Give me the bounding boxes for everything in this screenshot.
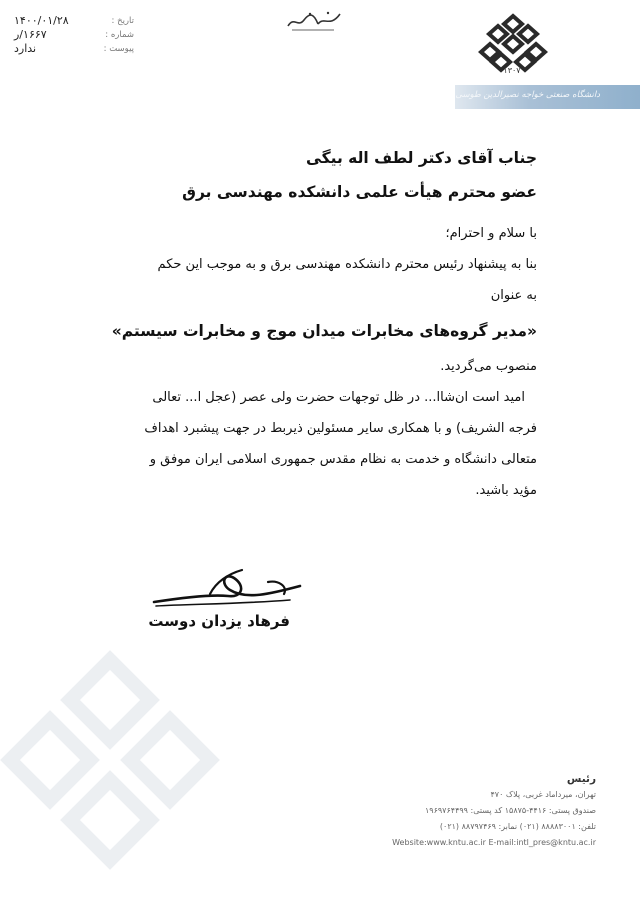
footer xyxy=(392,771,596,851)
meta-attachment xyxy=(14,42,134,56)
footer-phone: تلفن: ۸۸۸۸۳۰۰۱ (۰۲۱) نمابر: ۸۸۷۹۷۴۶۹ (۰۲۱) xyxy=(439,822,596,831)
letter-body xyxy=(97,218,537,506)
footer-address: تهران، میرداماد غربی، پلاک ۴۷۰ xyxy=(490,790,596,799)
university-name-banner xyxy=(455,85,640,109)
meta-number-value: ۱۶۶۷/ر xyxy=(14,28,47,41)
closing-line-1: امید است ان‌شاا... در ظل توجهات حضرت ولی عصر (عجل ا... تعالی xyxy=(152,390,525,405)
signer-name: فرهاد یزدان دوست xyxy=(148,612,290,630)
closing-line-3: متعالی دانشگاه و خدمت به نظام مقدس جمهوری اسلامی ایران موفق و xyxy=(149,452,537,467)
greeting: با سلام و احترام؛ xyxy=(445,226,537,241)
bismillah-calligraphy xyxy=(284,8,344,34)
emblem-watermark xyxy=(0,640,220,909)
meta-attachment-value: ندارد xyxy=(14,42,37,55)
body-line-1: بنا به پیشنهاد رئیس محترم دانشکده مهندسی برق و به موجب این حکم xyxy=(157,257,537,272)
position-title: «مدیر گروه‌های مخابرات میدان موج و مخابرات سیستم» xyxy=(111,322,537,340)
closing-line-2: فرجه الشریف) و با همکاری سایر مسئولین ذیربط در جهت پیشبرد اهداف xyxy=(144,421,537,436)
banner-text: دانشگاه صنعتی خواجه نصیرالدین طوسی xyxy=(455,90,600,100)
meta-attachment-label: پیوست : xyxy=(103,44,134,54)
meta-date-value: ۱۴۰۰/۰۱/۲۸ xyxy=(14,14,69,27)
meta-number-label: شماره : xyxy=(105,30,134,40)
body-line-2: به عنوان xyxy=(490,288,537,303)
recipient-title: عضو محترم هیأت علمی دانشکده مهندسی برق xyxy=(182,183,537,201)
handwritten-signature xyxy=(150,564,310,612)
founded-year: ۱۳۰۷ xyxy=(503,66,521,75)
meta-date xyxy=(14,14,134,28)
letter-meta xyxy=(14,14,134,56)
closing-line-4: مؤید باشید. xyxy=(475,483,537,498)
appointed-line: منصوب می‌گردید. xyxy=(440,359,537,374)
meta-date-label: تاریخ : xyxy=(111,16,134,26)
meta-number xyxy=(14,28,134,42)
recipient-name: جناب آقای دکتر لطف اله بیگی xyxy=(305,149,537,167)
footer-web-email: Website:www.kntu.ac.ir E-mail:intl_pres@kntu.ac.ir xyxy=(392,838,596,847)
recipient-block xyxy=(182,141,537,209)
footer-po-box: صندوق پستی: ۴۴۱۶-۱۵۸۷۵ کد پستی: ۱۹۶۹۷۶۴۴۹۹ xyxy=(424,806,596,815)
footer-title: رئیس xyxy=(566,773,596,785)
